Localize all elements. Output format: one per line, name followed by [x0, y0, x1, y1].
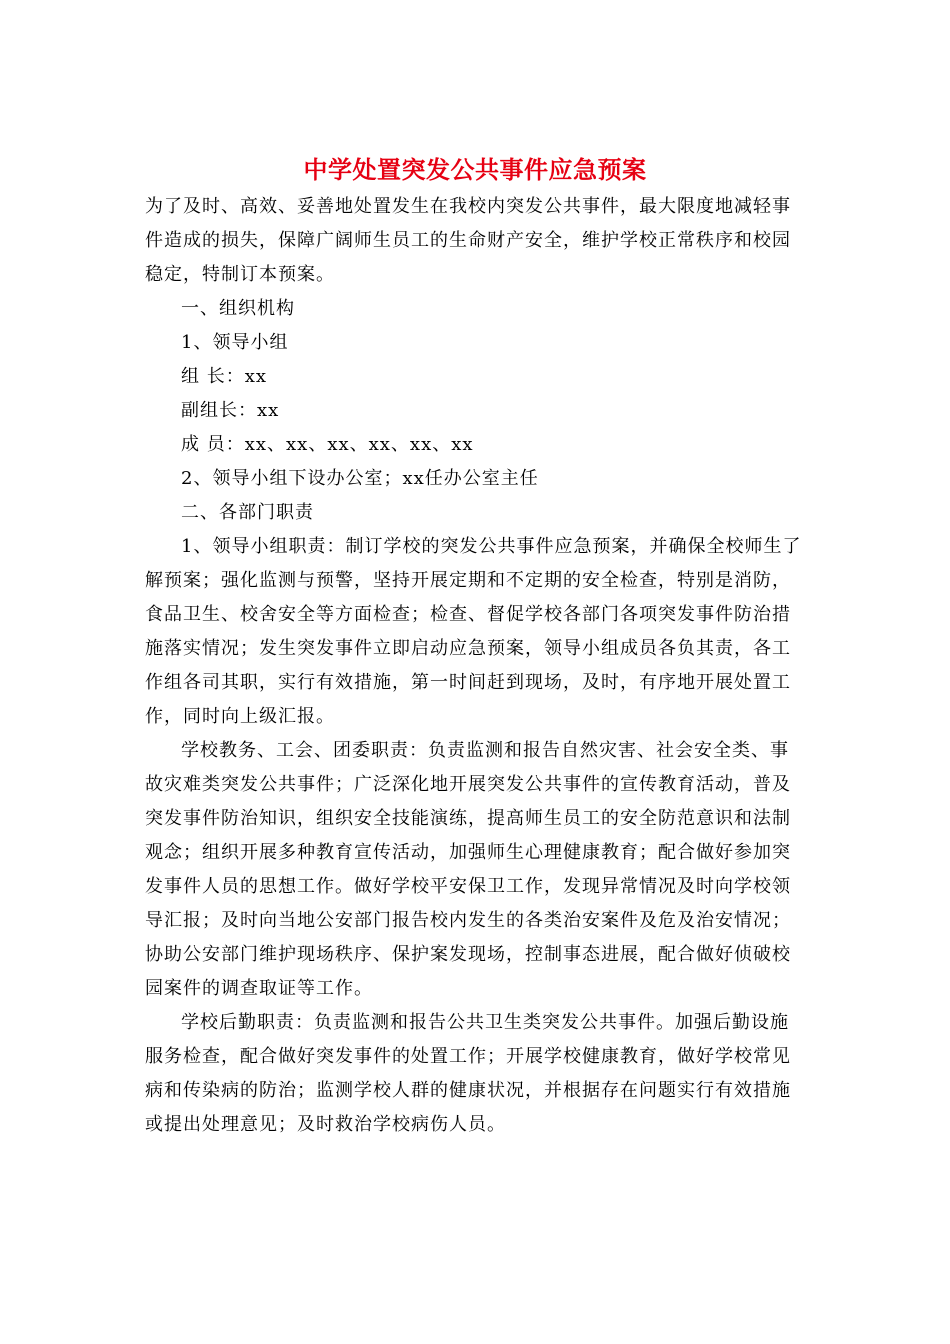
duty-academic-union: 学校教务、工会、团委职责：负责监测和报告自然灾害、社会安全类、事故灾难类突发公共事件；广泛深化地开展突发公共事件的宣传教育活动，普及突发事件防治知识，组织安全技能演练，提高师生员工的安全防范意识和法制观念；组织开展多种教育宣传活动，加强师生心理健康教育；配合做好参加突发事件人员的思想工作。做好学校平安保卫工作，发现异常情况及时向学校领导汇报；及时向当地公安部门报告校内发生的各类治安案件及危及治安情况；协助公安部门维护现场秩序、保护案发现场，控制事态进展，配合做好侦破校园案件的调查取证等工作。: [145, 740, 791, 999]
members-line: 成 员：xx、xx、xx、xx、xx、xx: [181, 434, 474, 455]
intro-paragraph: 为了及时、高效、妥善地处置发生在我校内突发公共事件，最大限度地减轻事件造成的损失，保障广阔师生员工的生命财产安全，维护学校正常秩序和校园稳定，特制订本预案。: [145, 196, 791, 285]
document-title: 中学处置突发公共事件应急预案: [303, 155, 647, 184]
section-heading-duties: 二、各部门职责: [181, 502, 314, 523]
deputy-leader-line: 副组长：xx: [181, 400, 280, 421]
duty-logistics: 学校后勤职责：负责监测和报告公共卫生类突发公共事件。加强后勤设施服务检查，配合做好突发事件的处置工作；开展学校健康教育，做好学校常见病和传染病的防治；监测学校人群的健康状况，并根据存在问题实行有效措施或提出处理意见；及时救治学校病伤人员。: [145, 1012, 791, 1135]
office-line: 2、领导小组下设办公室；xx任办公室主任: [181, 468, 539, 489]
item-leading-group: 1、领导小组: [181, 332, 289, 353]
section-heading-organization: 一、组织机构: [181, 298, 295, 319]
leader-line: 组 长：xx: [181, 366, 268, 387]
document-page: [145, 150, 805, 1142]
duty-leading-group: 1、领导小组职责：制订学校的突发公共事件应急预案，并确保全校师生了解预案；强化监测与预警，坚持开展定期和不定期的安全检查，特别是消防，食品卫生、校舍安全等方面检查；检查、督促学校各部门各项突发事件防治措施落实情况；发生突发事件立即启动应急预案，领导小组成员各负其责，各工作组各司其职，实行有效措施，第一时间赶到现场，及时，有序地开展处置工作，同时向上级汇报。: [145, 536, 802, 727]
